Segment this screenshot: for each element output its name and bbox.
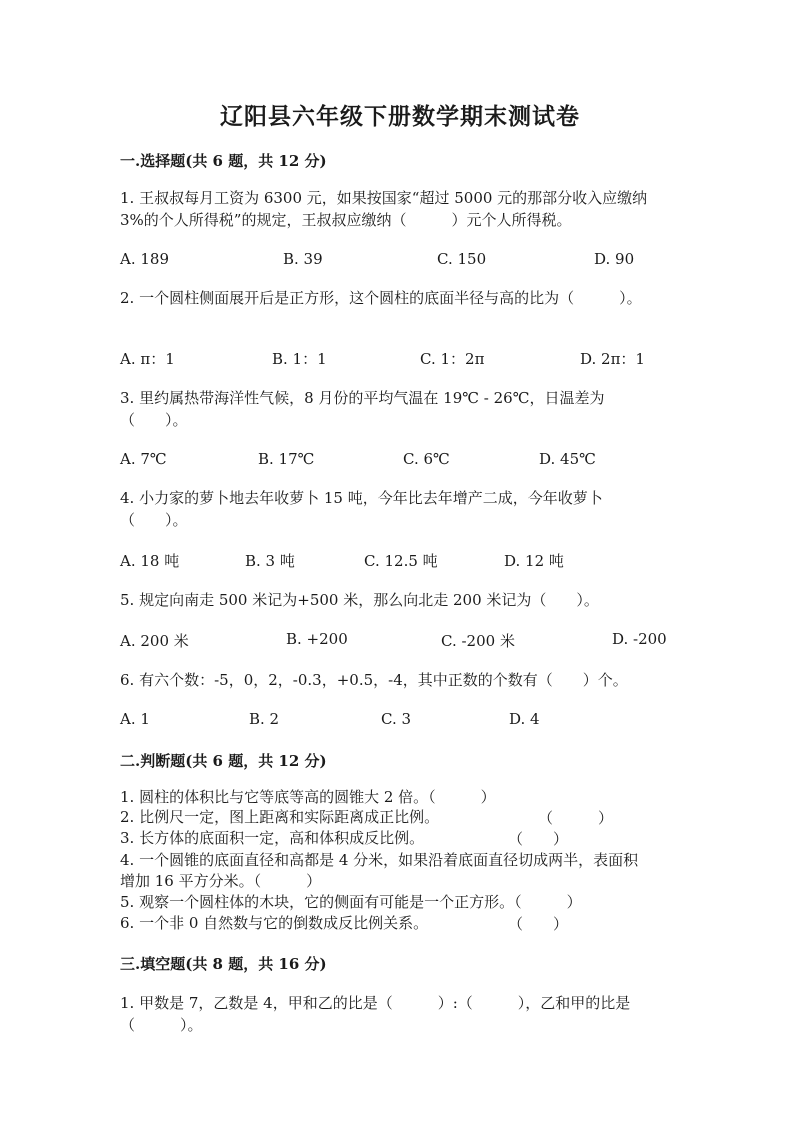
tf-item-2: 2. 比例尺一定，图上距离和实际距离成正比例。	[120, 808, 440, 826]
tf-item-6: 6. 一个非 0 自然数与它的倒数成反比例关系。	[120, 914, 429, 932]
question-6-option-a: A. 1	[120, 710, 150, 728]
question-5-line-1: 5. 规定向南走 500 米记为+500 米，那么向北走 200 米记为（ ）。	[120, 591, 599, 609]
tf-item-5: 5. 观察一个圆柱体的木块，它的侧面有可能是一个正方形。（ ）	[120, 893, 582, 911]
question-3-line-2: （ ）。	[120, 411, 188, 429]
question-1-option-b: B. 39	[283, 250, 323, 268]
question-1-option-c: C. 150	[437, 250, 487, 268]
tf-item-4-line-2: 增加 16 平方分米。（ ）	[120, 872, 322, 890]
question-3-option-d: D. 45℃	[539, 450, 596, 468]
question-1-line-1: 1. 王叔叔每月工资为 6300 元，如果按国家“超过 5000 元的那部分收入应缴纳	[120, 189, 648, 207]
question-6-option-b: B. 2	[249, 710, 280, 728]
section-heading-true-false: 二.判断题(共 6 题，共 12 分)	[120, 752, 327, 770]
question-3-option-a: A. 7℃	[120, 450, 167, 468]
question-4-option-c: C. 12.5 吨	[364, 552, 438, 570]
question-6-option-d: D. 4	[509, 710, 540, 728]
question-5-option-c: C. -200 米	[441, 632, 515, 650]
question-4-option-d: D. 12 吨	[504, 552, 564, 570]
tf-item-3-paren: （ ）	[508, 830, 569, 848]
tf-item-2-paren: （ ）	[538, 809, 614, 827]
question-2-option-c: C. 1：2π	[420, 350, 485, 368]
question-3-line-1: 3. 里约属热带海洋性气候，8 月份的平均气温在 19℃ - 26℃，日温差为	[120, 389, 605, 407]
section-heading-fill-blank: 三.填空题(共 8 题，共 16 分)	[120, 955, 327, 973]
question-2-option-b: B. 1：1	[272, 350, 327, 368]
question-2-option-a: A. π：1	[120, 350, 175, 368]
section-heading-choice: 一.选择题(共 6 题，共 12 分)	[120, 152, 327, 170]
question-4-option-b: B. 3 吨	[245, 552, 295, 570]
question-3-option-b: B. 17℃	[258, 450, 315, 468]
question-4-option-a: A. 18 吨	[120, 552, 180, 570]
question-5-option-b: B. +200	[286, 630, 348, 648]
tf-item-6-paren: （ ）	[508, 915, 569, 933]
question-1-option-a: A. 189	[120, 250, 169, 268]
question-4-line-1: 4. 小力家的萝卜地去年收萝卜 15 吨，今年比去年增产二成，今年收萝卜	[120, 489, 603, 507]
fill-question-1-line-1: 1. 甲数是 7，乙数是 4，甲和乙的比是（ ）:（ ），乙和甲的比是	[120, 994, 631, 1012]
tf-item-1: 1. 圆柱的体积比与它等底等高的圆锥大 2 倍。（ ）	[120, 788, 496, 806]
question-1-line-2: 3%的个人所得税”的规定，王叔叔应缴纳（ ）元个人所得税。	[120, 211, 572, 229]
tf-item-4-line-1: 4. 一个圆锥的底面直径和高都是 4 分米，如果沿着底面直径切成两半，表面积	[120, 851, 639, 869]
question-6-option-c: C. 3	[381, 710, 412, 728]
question-4-line-2: （ ）。	[120, 511, 188, 529]
question-2-line-1: 2. 一个圆柱侧面展开后是正方形，这个圆柱的底面半径与高的比为（ ）。	[120, 289, 642, 307]
question-3-option-c: C. 6℃	[403, 450, 450, 468]
question-5-option-a: A. 200 米	[120, 632, 189, 650]
fill-question-1-line-2: （ ）。	[120, 1016, 203, 1034]
tf-item-3: 3. 长方体的底面积一定，高和体积成反比例。	[120, 829, 425, 847]
question-1-option-d: D. 90	[594, 250, 635, 268]
question-2-option-d: D. 2π：1	[580, 350, 645, 368]
page-title: 辽阳县六年级下册数学期末测试卷	[220, 103, 580, 130]
question-5-option-d: D. -200	[612, 630, 667, 648]
question-6-line-1: 6. 有六个数：-5，0，2，-0.3，+0.5，-4，其中正数的个数有（ ）个。	[120, 671, 628, 689]
